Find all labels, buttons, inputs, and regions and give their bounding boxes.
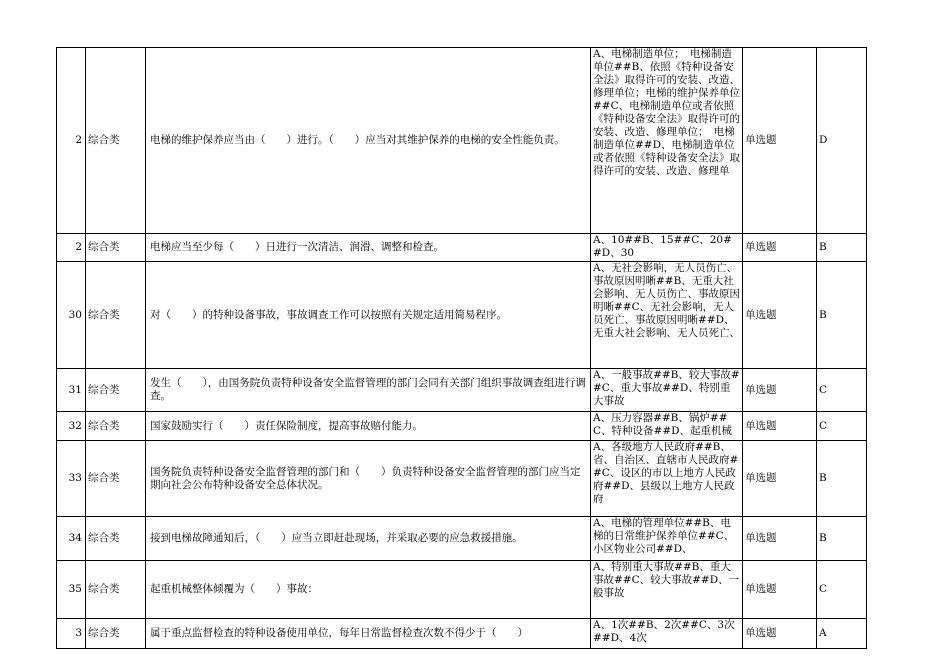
question-category: 综合类 — [86, 517, 146, 561]
question-number: 33 — [57, 441, 86, 517]
question-category: 综合类 — [86, 369, 146, 412]
question-category: 综合类 — [86, 441, 146, 517]
question-options — [591, 561, 743, 619]
table-row — [57, 369, 867, 412]
table-row — [57, 262, 867, 369]
table-row — [57, 234, 867, 262]
table-row — [57, 561, 867, 619]
question-number: 34 — [57, 517, 86, 561]
question-text: 起重机械整体倾覆为（ ）事故： — [146, 561, 591, 619]
question-type: 单选题 — [743, 412, 817, 441]
question-type: 单选题 — [743, 234, 817, 262]
table-row — [57, 441, 867, 517]
question-options — [591, 517, 743, 561]
question-category: 综合类 — [86, 262, 146, 369]
options-text: A、电梯制造单位； 电梯制造单位##B、依照《特种设备安全法》取得许可的安装、改造、修理单位；电梯的维护保养单位##C、电梯制造单位或者依照《特种设备安全法》取得许可的安装、改造、修理单位； 电梯制造单位##D、电梯制造单位或者依照《特种设备安全法》取得许可的安装、改造、修理单 — [593, 48, 740, 177]
question-category: 综合类 — [86, 619, 146, 649]
question-type: 单选题 — [743, 517, 817, 561]
table-row — [57, 517, 867, 561]
question-number: 2 — [57, 48, 86, 234]
question-text: 国务院负责特种设备安全监督管理的部门和（ ）负责特种设备安全监督管理的部门应当定期向社会公布特种设备安全总体状况。 — [146, 441, 591, 517]
options-text: A、电梯的管理单位##B、电梯的日常维护保养单位##C、小区物业公司##D、 — [593, 517, 735, 555]
question-text: 接到电梯故障通知后，（ ）应当立即赶赴现场，并采取必要的应急救援措施。 — [146, 517, 591, 561]
question-options — [591, 369, 743, 412]
question-answer: C — [817, 412, 867, 441]
question-number: 2 — [57, 234, 86, 262]
question-text: 对（ ）的特种设备事故，事故调查工作可以按照有关规定适用简易程序。 — [146, 262, 591, 369]
question-options — [591, 234, 743, 262]
question-answer: D — [817, 48, 867, 234]
question-text: 国家鼓励实行（ ）责任保险制度，提高事故赔付能力。 — [146, 412, 591, 441]
question-category: 综合类 — [86, 48, 146, 234]
question-category: 综合类 — [86, 412, 146, 441]
options-text: A、无社会影响，无人员伤亡、事故原因明晰##B、无重大社会影响、无人员伤亡、事故原因明晰##C、无社会影响，无人员死亡、事故原因明晰##D、无重大社会影响、无人员死亡、 — [593, 262, 740, 339]
options-text: A、压力容器##B、锅炉##C、特种设备##D、起重机械 — [593, 412, 733, 437]
question-number: 3 — [57, 619, 86, 649]
question-options — [591, 619, 743, 649]
question-answer: C — [817, 369, 867, 412]
question-type: 单选题 — [743, 561, 817, 619]
question-answer: A — [817, 619, 867, 649]
question-type: 单选题 — [743, 369, 817, 412]
options-text: A、一般事故##B、较大事故##C、重大事故##D、特别重大事故 — [593, 369, 740, 407]
question-options — [591, 412, 743, 441]
question-type: 单选题 — [743, 441, 817, 517]
question-type: 单选题 — [743, 48, 817, 234]
question-answer: B — [817, 517, 867, 561]
question-text: 电梯的维护保养应当由（ ）进行。（ ）应当对其维护保养的电梯的安全性能负责。 — [146, 48, 591, 234]
question-type: 单选题 — [743, 262, 817, 369]
question-number: 35 — [57, 561, 86, 619]
question-text: 电梯应当至少每（ ）日进行一次清洁、润滑、调整和检查。 — [146, 234, 591, 262]
question-category: 综合类 — [86, 234, 146, 262]
question-type: 单选题 — [743, 619, 817, 649]
options-text: A、各级地方人民政府##B、省、自治区、直辖市人民政府##C、设区的市以上地方人民政府##D、县级以上地方人民政府 — [593, 441, 739, 505]
options-text: A、1次##B、2次##C、3次##D、4次 — [593, 619, 735, 644]
table-row — [57, 619, 867, 649]
question-number: 30 — [57, 262, 86, 369]
question-answer: C — [817, 561, 867, 619]
options-text: A、特别重大事故##B、重大事故##C、较大事故##D、一般事故 — [593, 561, 740, 599]
question-options — [591, 48, 743, 234]
question-answer: B — [817, 262, 867, 369]
question-options — [591, 441, 743, 517]
question-text: 属于重点监督检查的特种设备使用单位，每年日常监督检查次数不得少于（ ） — [146, 619, 591, 649]
table-row — [57, 412, 867, 441]
question-options — [591, 262, 743, 369]
question-table — [56, 47, 867, 649]
options-text: A、10##B、15##C、20##D、30 — [593, 234, 732, 259]
question-number: 32 — [57, 412, 86, 441]
question-answer: B — [817, 234, 867, 262]
question-text: 发生（ ），由国务院负责特种设备安全监督管理的部门会同有关部门组织事故调查组进行调查。 — [146, 369, 591, 412]
question-number: 31 — [57, 369, 86, 412]
table-row — [57, 48, 867, 234]
question-category: 综合类 — [86, 561, 146, 619]
question-answer: B — [817, 441, 867, 517]
